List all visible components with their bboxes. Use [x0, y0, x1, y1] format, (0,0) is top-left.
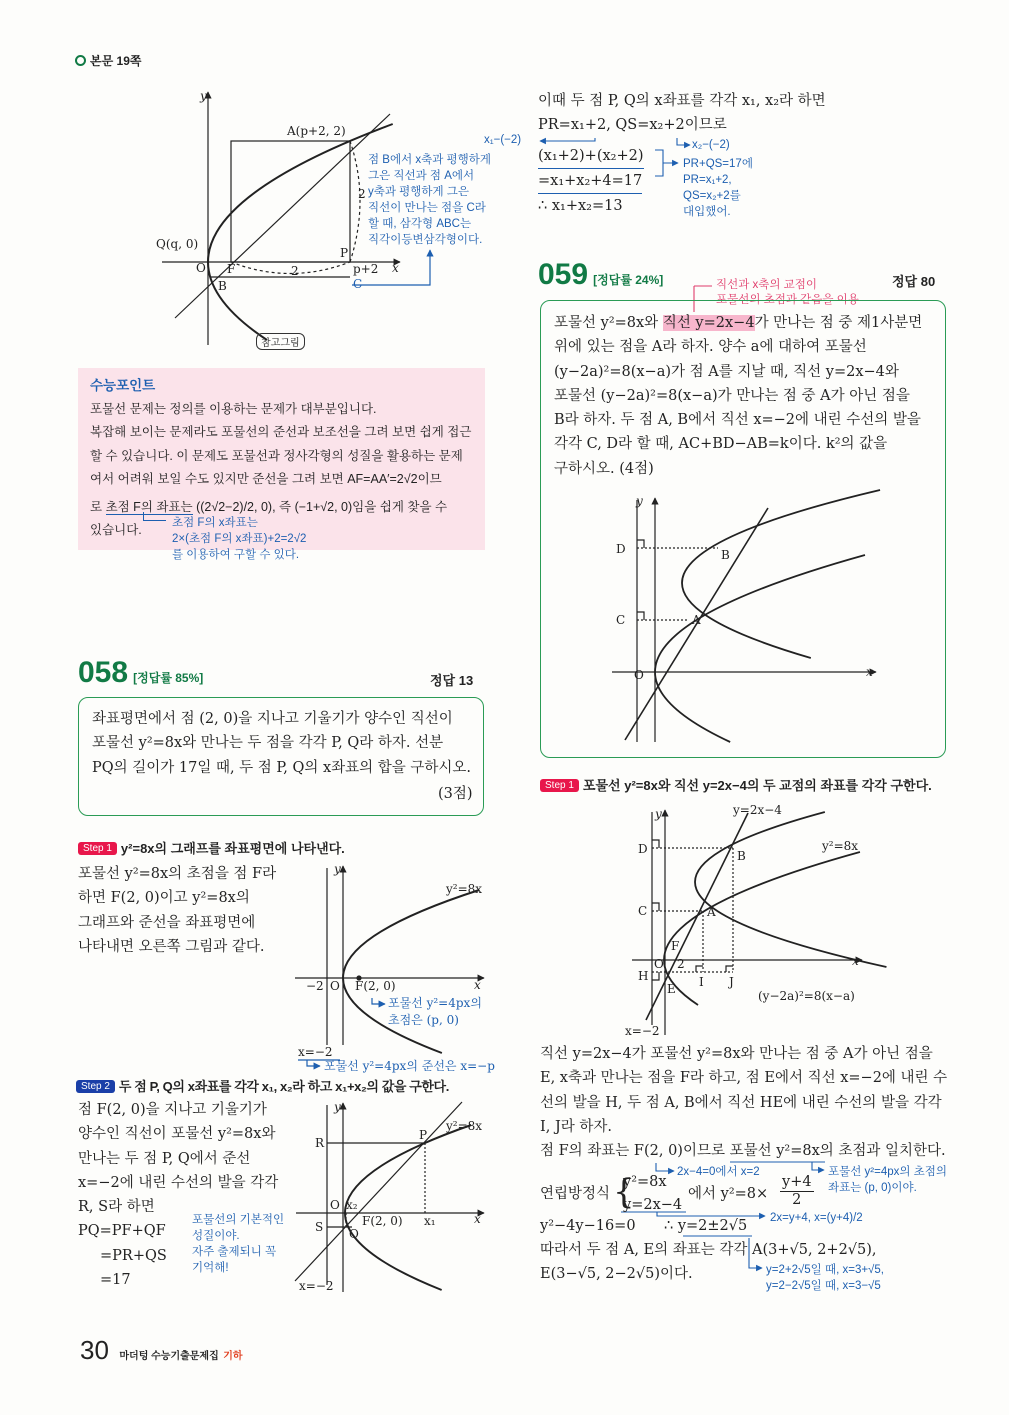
label-Q: Q(q, 0): [156, 237, 199, 251]
solution-y: ∴ y=2±2√5: [664, 1218, 748, 1234]
label-O: O: [330, 1198, 340, 1212]
label-O: O: [330, 979, 340, 993]
system-brace: {: [613, 1172, 635, 1212]
parabola: [208, 124, 393, 340]
label-F: F: [671, 939, 680, 953]
note-arrow: [372, 998, 385, 1004]
label-x: x: [474, 1212, 481, 1226]
label-directrix: x=−2: [625, 1024, 660, 1038]
label-y: y: [334, 862, 341, 876]
figure-caption: 참고그림: [256, 333, 305, 350]
label-J: J: [729, 975, 734, 989]
note-focus: 포물선 y²=4px의 초점의 좌표는 (p, 0)이야.: [828, 1166, 947, 1194]
quadratic: y²−4y−16=0: [540, 1218, 636, 1234]
step1-058-text: 포물선 y²=8x의 초점을 점 F라 하면 F(2, 0)이고 y²=8x의 그래프와 준선을 좌표평면에 나타내면 오른쪽 그림과 같다.: [78, 866, 277, 955]
label-directrix: x=−2: [298, 1045, 333, 1059]
system-result: 에서 y²=8×: [688, 1186, 769, 1202]
label-curve1: y²=8x: [822, 839, 859, 853]
label-I: I: [699, 975, 704, 989]
solution-058-continued: 이때 두 점 P, Q의 x좌표를 각각 x₁, x₂라 하면 PR=x₁+2, QS=x₂+2이므로 (x₁+2)+(x₂+2) =x₁+x₂+4=17 ∴ x₁+x₂=13: [538, 93, 826, 215]
label-B: B: [721, 548, 730, 562]
note-substitute: 2x=y+4, x=(y+4)/2: [770, 1212, 863, 1224]
label-x: x: [852, 954, 859, 968]
label-x: x: [866, 665, 873, 679]
problem-059-text: 포물선 y²=8x와 직선 y=2x−4가 만나는 점 중 제1사분면 위에 있는 점을 A라 하자. 양수 a에 대하여 포물선 (y−2a)²=8(x−a)가 점 A를 지날 때, 직선 y=2x−4와 포물선 (y−2a)²=8(x−a)가 만나는 점 중 A가 아닌 점을 B라 하자. 두 점 A, B에서 직선 x=−2에 내린 수선의 발을 각각 C, D라 할 때, AC+BD−AB=k이다. k²의 값을 구하시오. (4점): [554, 315, 923, 477]
note-directrix: 포물선 y²=4px의 준선은 x=−p: [324, 1059, 495, 1073]
subject: 기하: [223, 1351, 243, 1362]
note-right: x₂−(−2): [692, 139, 730, 151]
problem-058-header: 058 [정답률 85%]: [78, 656, 204, 689]
hint-059: 직선과 x축의 교점이 포물선의 초점과 같음을 이용: [716, 279, 859, 306]
label-C: C: [616, 613, 626, 627]
parabola-1: [664, 852, 860, 1005]
label-P: P: [419, 1128, 428, 1142]
point-note: 초점 F의 x좌표는 2×(초점 F의 x좌표)+2=2√2 를 이용하여 구할 수 있다.: [172, 517, 307, 561]
step1-figure-058: [295, 866, 484, 1066]
step2-058-text: 점 F(2, 0)을 지나고 기울기가 양수인 직선이 포물선 y²=8x와 만나는 두 점 P, Q에서 준선 x=−2에 내린 수선의 발을 각각 R, S라 하면 PQ=PF+QF =PR+QS =17: [78, 1102, 279, 1289]
note-points: y=2+2√5일 때, x=3+√5, y=2−2√5일 때, x=3−√5: [766, 1264, 884, 1292]
step-badge: Step 2: [76, 1080, 115, 1093]
note-substitution: PR+QS=17에 PR=x₁+2, QS=x₂+2를 대입했어.: [683, 158, 753, 218]
step-badge: Step 1: [78, 842, 117, 855]
system-label: 연립방정식: [540, 1186, 611, 1202]
label-F: F(2, 0): [362, 1214, 403, 1228]
label-y: y: [334, 1100, 341, 1114]
page-number: 30: [80, 1335, 109, 1365]
step2-note: 포물선의 기본적인 성질이야. 자주 출제되니 꼭 기억해!: [192, 1214, 285, 1274]
square: [231, 141, 350, 262]
label-D: D: [638, 842, 648, 856]
label-F: F: [227, 262, 236, 276]
label-R: R: [315, 1136, 325, 1150]
label-F: F(2, 0): [355, 979, 396, 993]
page-reference: 본문 19쪽: [75, 52, 141, 69]
step1-058-heading: Step 1 y²=8x의 그래프를 좌표평면에 나타낸다.: [78, 838, 345, 857]
note-arrow-2: [307, 1060, 320, 1066]
chord-line: [295, 1102, 462, 1281]
label-B: B: [218, 279, 227, 293]
system-eq1: y²=8x: [623, 1174, 667, 1190]
fig1-note: 점 B에서 x축과 평행하게 그은 직선과 점 A에서 y축과 평행하게 그은 직선이 만나는 점을 C라 할 때, 삼각형 ABC는 직각이등변삼각형이다.: [368, 154, 491, 246]
problem-058-points: (3점): [438, 786, 473, 802]
exam-point-box-content: 수능포인트 포물선 문제는 정의를 이용하는 문제가 대부분입니다. 복잡해 보이는 문제라도 포물선의 준선과 보조선을 그려 보면 쉽게 접근 할 수 있습니다. 이 문제도 포물선과 정사각형의 성질을 활용하는 문제 여서 어려워 보일 수도 있지만 준선을 그려 보면 AF=AA′=2√2이므 로 초점 F의 좌표는 ((2√2−2)/2, 0), 즉 (−1+√2, 0)임을 쉽게 찾을 수 있습니다.: [90, 374, 471, 543]
label-minus2: −2: [306, 979, 324, 993]
step-badge: Step 1: [540, 779, 579, 792]
system-eq2: y=2x−4: [623, 1197, 683, 1213]
label-2-h: 2: [291, 264, 299, 278]
label-x1: x₁: [424, 1214, 436, 1228]
label-C: C: [638, 904, 648, 918]
label-A: A: [692, 613, 701, 627]
label-P: P: [340, 246, 349, 260]
problem-058-text: 좌표평면에서 점 (2, 0)을 지나고 기울기가 양수인 직선이 포물선 y²=8x와 만나는 두 점을 각각 P, Q라 하자. 선분 PQ의 길이가 17일 때, 두 점 P, Q의 x좌표의 합을 구하시오.: [92, 711, 472, 776]
conclusion-2: E(3−√5, 2−2√5)이다.: [540, 1266, 693, 1282]
problem-059-header: 059 [정답률 24%]: [538, 258, 664, 291]
label-D: D: [616, 542, 626, 556]
label-2-v: 2: [358, 187, 366, 201]
note-focus-1: 포물선 y²=4px의: [388, 996, 482, 1010]
label-curve: y²=8x: [446, 882, 483, 896]
label-y: y: [636, 494, 643, 508]
note-focus-x: 2x−4=0에서 x=2: [677, 1166, 760, 1178]
label-curve2: (y−2a)²=8(x−a): [758, 989, 855, 1003]
solution-059-body: 직선 y=2x−4가 포물선 y²=8x와 만나는 점 중 A가 아닌 점을 E, x축과 만나는 점을 F라 하고, 점 E에서 직선 x=−2에 내린 수 선의 발을 H, 두 점 A, B에서 직선 HE에 내린 수선의 발을 각각 I, J라 하자. 점 F의 좌표는 F(2, 0)이므로 포물선 y²=8x의 초점과 일치한다.: [540, 1046, 948, 1160]
point-note-arrow: [143, 512, 166, 521]
answer-058: 정답 13: [430, 673, 474, 688]
label-O: O: [634, 668, 644, 682]
label-x: x: [474, 978, 481, 992]
label-B: B: [737, 849, 746, 863]
label-x2: x₂: [346, 1198, 358, 1212]
note-left: x₁−(−2): [484, 134, 522, 146]
label-y: y: [200, 89, 207, 103]
answer-059: 정답 80: [892, 274, 936, 289]
label-H: H: [638, 969, 649, 983]
label-O: O: [196, 261, 206, 275]
label-S: S: [315, 1220, 324, 1234]
label-A: A: [707, 905, 716, 919]
note-focus-2: 초점은 (p, 0): [388, 1013, 459, 1027]
fraction: y+4 2: [782, 1174, 812, 1208]
label-A: A(p+2, 2): [287, 124, 346, 138]
dashed-arc: [350, 141, 360, 262]
label-E: E: [667, 982, 676, 996]
label-curve: y²=8x: [446, 1119, 483, 1133]
label-Q: Q: [349, 1227, 359, 1241]
label-p2: p+2: [353, 262, 379, 276]
label-2: 2: [677, 957, 685, 971]
conclusion-1: 따라서 두 점 A, E의 좌표는 각각 A(3+√5, 2+2√5),: [540, 1242, 877, 1258]
label-C: C: [353, 277, 363, 291]
step2-058-heading: Step 2 두 점 P, Q의 x좌표를 각각 x₁, x₂라 하고 x₁+x₂의 값을 구한다.: [76, 1076, 449, 1095]
footer: [80, 1335, 243, 1366]
label-directrix: x=−2: [299, 1279, 334, 1293]
highlight-line: 직선 y=2x−4: [662, 315, 755, 331]
parabola: [343, 890, 479, 1053]
point-title: 수능포인트: [90, 378, 156, 393]
parabola-2: [695, 812, 886, 967]
label-x: x: [392, 261, 399, 275]
label-line: y=2x−4: [733, 803, 782, 817]
book-title: 마더텅 수능기출문제집: [119, 1351, 219, 1362]
label-O: O: [654, 957, 664, 971]
step1-059-heading: Step 1 포물선 y²=8x와 직선 y=2x−4의 두 교점의 좌표를 각각 구한다.: [540, 775, 932, 794]
label-y: y: [655, 807, 662, 821]
